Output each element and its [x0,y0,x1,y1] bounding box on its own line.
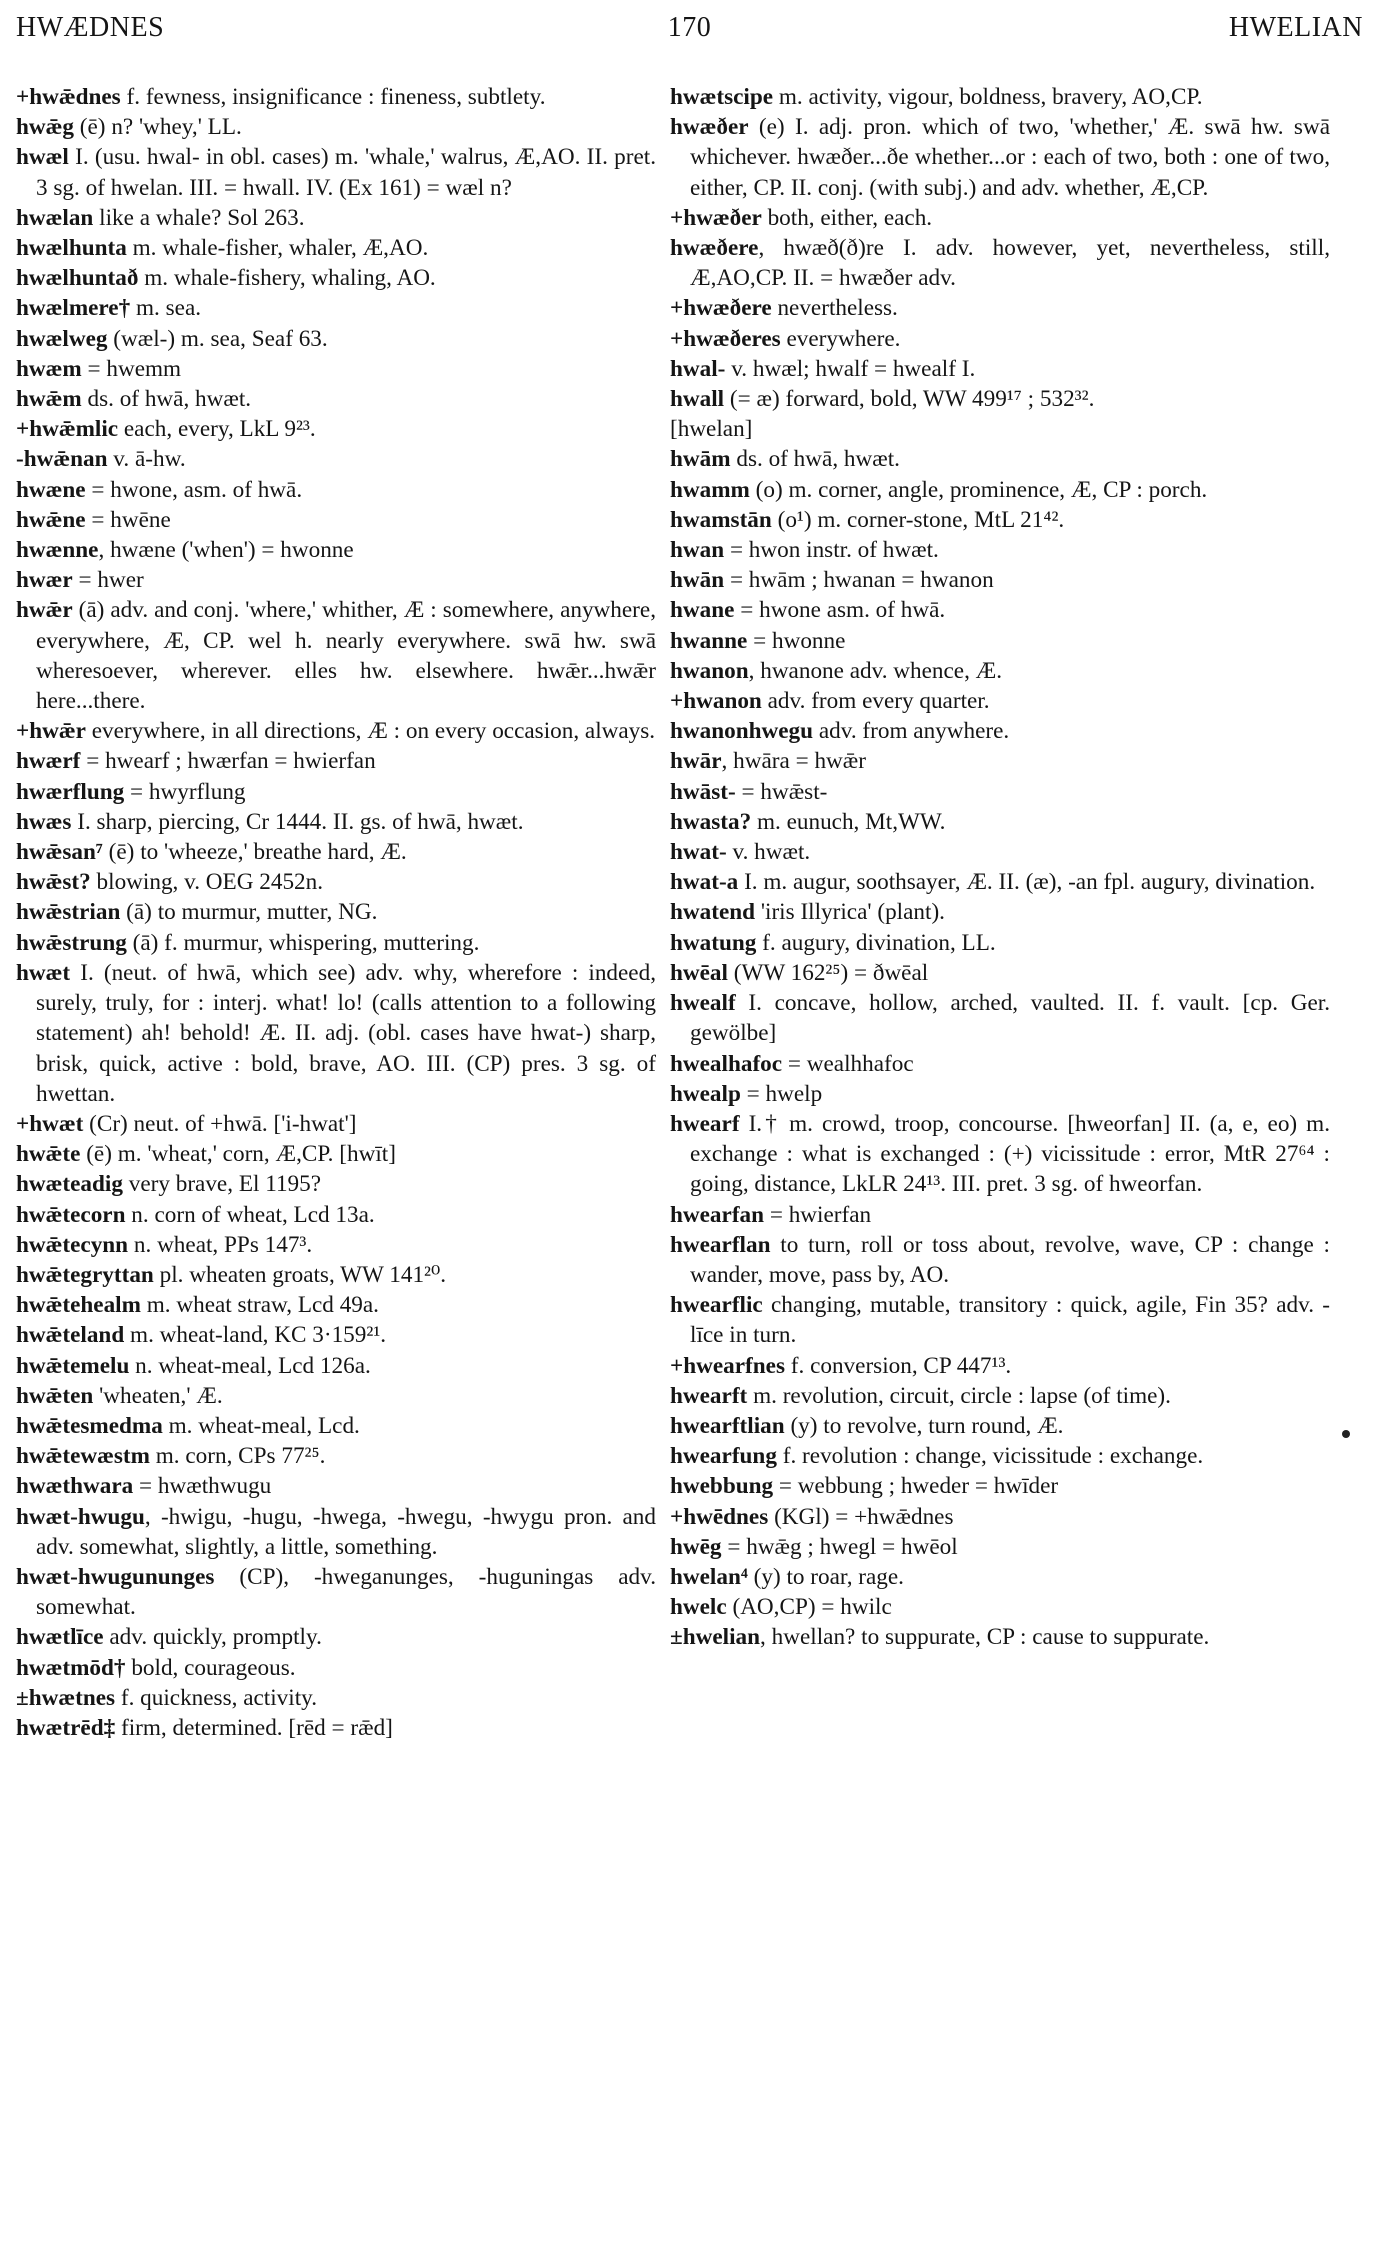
dictionary-entry [16,354,656,384]
headword: +hwæt [16,1110,84,1137]
dictionary-entry [16,444,656,474]
headword: hwāst- [670,778,736,805]
definition: m. whale-fisher, whaler, Æ,AO. [126,235,429,262]
dictionary-entry [670,1622,1330,1652]
dictionary-entry [670,988,1330,1048]
headword: hwæne [16,476,86,503]
headword: hwǣtecorn [16,1201,126,1228]
dictionary-entry [16,414,656,444]
headword: +hwēdnes [670,1503,769,1530]
left-column [16,82,656,1743]
headword: hwæthwara [16,1473,134,1500]
headword: +hwǣr [16,718,86,745]
page-number: 170 [667,12,712,43]
headword: hwælmere† [16,295,131,322]
dictionary-entry [16,505,656,535]
dictionary-entry [16,263,656,293]
definition: adv. from every quarter. [761,688,990,715]
definition: everywhere, in all directions, Æ : on every occasion, always. [85,718,656,745]
definition: , hwæne ('when') = hwonne [98,537,354,564]
dictionary-entry [670,1351,1330,1381]
headword: hwearfung [670,1443,777,1470]
dictionary-entry [16,1441,656,1471]
dictionary-entry [16,233,656,263]
definition: (o) m. corner, angle, prominence, Æ, CP : porch. [749,476,1208,503]
dictionary-entry [16,1471,656,1501]
headword: +hwæðere [670,295,772,322]
headword: hwasta? [670,808,752,835]
headword: hwǣm [16,386,82,413]
dictionary-entry [16,1109,656,1139]
definition: m. sea. [130,295,202,322]
definition: = webbung ; hweder = hwīder [773,1473,1059,1500]
definition: I. (neut. of hwā, which see) adv. why, wherefore : indeed, surely, truly, for : interj. what! lo! (calls attention to a following statement) ah! behold! Æ. II. adj. (obl. cases have hwat-) sharp, brisk, quick, active : bold, brave, AO. III. (CP) pres. 3 sg. of hwettan. [36,959,656,1107]
definition: firm, determined. [rēd = rǣd] [115,1714,393,1741]
headword: hwæteadig [16,1171,123,1198]
definition: n. corn of wheat, Lcd 13a. [125,1201,375,1228]
dictionary-entry [670,595,1330,625]
definition: m. corn, CPs 77²⁵. [149,1443,326,1470]
headword: hwǣne [16,506,86,533]
dictionary-entry [16,1139,656,1169]
definition: (o¹) m. corner-stone, MtL 21⁴². [771,506,1065,533]
dictionary-entry [670,716,1330,746]
dictionary-entry [16,867,656,897]
definition: (ā) to murmur, mutter, NG. [120,899,378,926]
definition: = hwemm [81,355,182,382]
definition: = hwēne [85,506,171,533]
definition: (wæl-) m. sea, Seaf 63. [107,325,328,352]
dictionary-entry [670,746,1330,776]
definition: (y) to roar, rage. [747,1563,904,1590]
definition: like a whale? Sol 263. [93,204,305,231]
dictionary-entry [670,837,1330,867]
headword: hwearf [670,1110,740,1137]
headword: hwǣtewæstm [16,1443,150,1470]
dictionary-entry [16,1381,656,1411]
definition: (AO,CP) = hwilc [726,1594,892,1621]
headword: +hwearfnes [670,1352,785,1379]
headword: hwan [670,537,725,564]
headword: hwælan [16,204,94,231]
definition: changing, mutable, transitory : quick, agile, Fin 35? adv. -līce in turn. [690,1292,1330,1349]
headword: hwæt-hwugu [16,1503,145,1530]
dictionary-entry [16,565,656,595]
dictionary-entry [670,82,1330,112]
definition: f. revolution : change, vicissitude : exchange. [776,1443,1204,1470]
definition: (ē) m. 'wheat,' corn, Æ,CP. [hwīt] [80,1141,396,1168]
headword: hwār [670,748,722,775]
dictionary-entry [670,505,1330,535]
definition: m. whale-fishery, whaling, AO. [138,265,436,292]
definition: bold, courageous. [125,1654,296,1681]
definition: v. hwæl; hwalf = hwealf I. [725,355,976,382]
running-head-right: HWELIAN [1228,12,1363,43]
headword: hwæs [16,808,72,835]
dictionary-entry [670,867,1330,897]
headword: hwǣte [16,1141,81,1168]
headword: ±hwætnes [16,1684,116,1711]
definition: each, every, LkL 9²³. [118,416,316,443]
definition: n. wheat, PPs 147³. [128,1231,313,1258]
dictionary-entry [16,716,656,746]
dictionary-entry [16,324,656,354]
headword: hwætlīce [16,1624,104,1651]
dictionary-entry [16,475,656,505]
definition: v. hwæt. [726,839,811,866]
dictionary-entry [670,384,1330,414]
dictionary-entry [16,1562,656,1622]
definition: = hwon instr. of hwæt. [724,537,939,564]
definition: 'wheaten,' Æ. [93,1382,223,1409]
headword: hwæt [16,959,71,986]
dictionary-entry [16,293,656,323]
definition: (ē) to 'wheeze,' breathe hard, Æ. [102,839,407,866]
definition: = hwām ; hwanan = hwanon [724,567,994,594]
headword: hwǣg [16,114,74,141]
definition: v. ā-hw. [107,446,186,473]
definition: = hwæthwugu [133,1473,272,1500]
dictionary-entry [16,897,656,927]
definition: (CP), -hweganunges, -huguningas adv. somewhat. [36,1563,656,1621]
headword: hwān [670,567,725,594]
definition: (ā) adv. and conj. 'where,' whither, Æ : somewhere, anywhere, everywhere, Æ, CP. wel h. nearly everywhere. swā hw. swā wheresoever, wherever. elles hw. elsewhere. hwǣr...hwǣr here...there. [36,597,656,715]
dictionary-entry [16,1351,656,1381]
dictionary-entry [670,1109,1330,1200]
definition: = hwone asm. of hwā. [734,597,946,624]
dictionary-entry [16,1411,656,1441]
headword: hwǣteland [16,1322,125,1349]
definition: [hwelan] [670,416,753,443]
dictionary-entry [670,1200,1330,1230]
definition: = hwyrflung [124,778,246,805]
definition: ds. of hwā, hwæt. [81,386,252,413]
headword: +hwǣmlic [16,416,119,443]
headword: hwearfan [670,1201,765,1228]
dictionary-entry [16,535,656,565]
definition: very brave, El 1195? [122,1171,322,1198]
running-head-left: HWÆDNES [16,12,165,43]
dictionary-entry [670,1592,1330,1622]
headword: hwelan⁴ [670,1563,748,1590]
definition: ds. of hwā, hwæt. [730,446,900,473]
definition: = hwǣst- [735,778,828,805]
dictionary-entry [670,807,1330,837]
dictionary-entry [16,1683,656,1713]
ink-dot [1342,1430,1350,1438]
headword: hwanonhwegu [670,718,814,745]
definition: , hwellan? to suppurate, CP : cause to suppurate. [760,1624,1210,1651]
headword: hwatung [670,929,757,956]
headword: hwǣstrung [16,929,127,956]
headword: hwealf [670,990,736,1017]
definition: , hwanone adv. whence, Æ. [748,657,1003,684]
headword: hwelc [670,1594,727,1621]
definition: to turn, roll or toss about, revolve, wave, CP : change : wander, move, pass by, AO. [690,1231,1330,1288]
dictionary-entry [670,1502,1330,1532]
headword: hwēg [670,1533,722,1560]
headword: hwǣtesmedma [16,1412,163,1439]
page-header [16,12,1363,52]
headword: hwearft [670,1382,748,1409]
headword: hwearflic [670,1292,763,1319]
dictionary-entry [670,324,1330,354]
definition: f. augury, divination, LL. [756,929,996,956]
headword: hwær [16,567,73,594]
dictionary-entry [16,807,656,837]
definition: f. fewness, insignificance : fineness, subtlety. [120,84,546,110]
dictionary-entry [670,565,1330,595]
right-column [670,82,1330,1653]
headword: hwærflung [16,778,125,805]
definition: , hwāra = hwǣr [721,748,866,775]
definition: m. wheat-meal, Lcd. [162,1412,360,1439]
headword: hwealp [670,1080,741,1107]
headword: hwealhafoc [670,1050,783,1077]
definition: , hwæð(ð)re I. adv. however, yet, nevertheless, still, Æ,AO,CP. II. = hwæðer adv. [690,235,1330,292]
dictionary-entry [16,142,656,202]
definition: = hwonne [747,627,846,654]
definition: adv. quickly, promptly. [103,1624,322,1651]
headword: hwǣtegryttan [16,1261,154,1288]
definition: I. sharp, piercing, Cr 1444. II. gs. of hwā, hwæt. [71,808,524,835]
headword: +hwæðeres [670,325,781,352]
headword: +hwǣdnes [16,84,121,110]
dictionary-entry [16,1230,656,1260]
definition: = hwer [72,567,144,594]
headword: hwætmōd† [16,1654,126,1681]
definition: m. revolution, circuit, circle : lapse (of time). [747,1382,1171,1409]
dictionary-entry [670,1049,1330,1079]
headword: hwǣr [16,597,73,624]
definition: = hwelp [740,1080,823,1107]
headword: hwærf [16,748,81,775]
dictionary-entry [670,233,1330,293]
dictionary-entry [670,414,1330,444]
dictionary-entry [16,595,656,716]
headword: hwǣten [16,1382,94,1409]
definition: I. m. augur, soothsayer, Æ. II. (æ), -an fpl. augury, divination. [738,869,1316,896]
dictionary-entry [16,837,656,867]
headword: hwætrēd‡ [16,1714,116,1741]
definition: blowing, v. OEG 2452n. [90,869,324,896]
headword: hwām [670,446,731,473]
dictionary-entry [16,1653,656,1683]
dictionary-entry [670,777,1330,807]
dictionary-entry [16,112,656,142]
definition: = hwearf ; hwærfan = hwierfan [80,748,376,775]
definition: (y) to revolve, turn round, Æ. [784,1412,1064,1439]
dictionary-entry [16,384,656,414]
dictionary-entry [670,1471,1330,1501]
headword: hwæl [16,144,69,171]
definition: I. concave, hollow, arched, vaulted. II. f. vault. [cp. Ger. gewölbe] [690,990,1330,1047]
headword: hwamm [670,476,750,503]
headword: hwænne [16,537,99,564]
headword: ±hwelian [670,1624,761,1651]
dictionary-entry [670,1381,1330,1411]
headword: hwatend [670,899,756,926]
dictionary-entry [670,112,1330,203]
headword: hwæðere [670,235,759,262]
definition: f. quickness, activity. [115,1684,318,1711]
dictionary-entry [670,354,1330,384]
dictionary-entry [670,686,1330,716]
headword: hwæt-hwugununges [16,1563,215,1590]
headword: hwælhuntað [16,265,139,292]
definition: = hwone, asm. of hwā. [85,476,303,503]
definition: I. (usu. hwal- in obl. cases) m. 'whale,' walrus, Æ,AO. II. pret. 3 sg. of hwelan. III. = hwall. IV. (Ex 161) = wæl n? [36,144,656,201]
dictionary-entry [670,958,1330,988]
dictionary-entry [670,1441,1330,1471]
dictionary-entry [670,293,1330,323]
definition: = hwǣg ; hwegl = hwēol [721,1533,958,1560]
headword: hwat-a [670,869,739,896]
definition: nevertheless. [771,295,898,322]
definition: (e) I. adj. pron. which of two, 'whether,' Æ. swā hw. swā whichever. hwæðer...ðe whether...or : each of two, both : one of two, either, CP. II. conj. (with subj.) and adv. whether, Æ,CP. [690,114,1330,201]
dictionary-entry [16,1502,656,1562]
definition: (KGl) = +hwǣdnes [768,1503,954,1530]
dictionary-entry [670,928,1330,958]
dictionary-entry [670,1532,1330,1562]
dictionary-entry [16,1169,656,1199]
headword: hwætscipe [670,84,774,110]
dictionary-entry [670,897,1330,927]
headword: +hwanon [670,688,762,715]
dictionary-entry [670,203,1330,233]
definition: m. wheat-land, KC 3·159²¹. [124,1322,387,1349]
headword: hwælweg [16,325,108,352]
dictionary-entry [670,1230,1330,1290]
headword: hwanon [670,657,749,684]
definition: m. wheat straw, Lcd 49a. [140,1292,379,1319]
dictionary-entry [16,1260,656,1290]
dictionary-entry [670,1079,1330,1109]
headword: hwǣsan⁷ [16,839,103,866]
dictionary-entry [16,1320,656,1350]
headword: hwæm [16,355,82,382]
definition: m. activity, vigour, boldness, bravery, AO,CP. [773,84,1203,110]
headword: hwǣtehealm [16,1292,141,1319]
dictionary-entry [16,746,656,776]
dictionary-entry [16,1200,656,1230]
headword: hwælhunta [16,235,127,262]
definition: n. wheat-meal, Lcd 126a. [129,1352,371,1379]
dictionary-entry [670,1562,1330,1592]
dictionary-entry [16,958,656,1109]
definition: 'iris Illyrica' (plant). [755,899,945,926]
headword: hwēal [670,959,728,986]
headword: hwǣst? [16,869,91,896]
headword: hwæðer [670,114,749,141]
headword: hwamstān [670,506,772,533]
dictionary-entry [670,475,1330,505]
definition: pl. wheaten groats, WW 141²⁰. [153,1261,447,1288]
dictionary-entry [16,1290,656,1320]
dictionary-entry [670,1290,1330,1350]
dictionary-entry [16,1713,656,1743]
definition: = wealhhafoc [782,1050,914,1077]
dictionary-entry [16,82,656,112]
dictionary-entry [16,777,656,807]
dictionary-entry [670,656,1330,686]
definition: (ā) f. murmur, whispering, muttering. [126,929,480,956]
definition: m. eunuch, Mt,WW. [751,808,946,835]
dictionary-entry [16,1622,656,1652]
headword: hwearftlian [670,1412,785,1439]
headword: hwall [670,386,725,413]
definition: f. conversion, CP 447¹³. [784,1352,1012,1379]
definition: both, either, each. [761,204,933,231]
definition: adv. from anywhere. [813,718,1010,745]
dictionary-entry [670,1411,1330,1441]
definition: everywhere. [780,325,901,352]
headword: hwǣstrian [16,899,121,926]
definition: , -hwigu, -hugu, -hwega, -hwegu, -hwygu pron. and adv. somewhat, slightly, a little, something. [36,1503,656,1560]
definition: (Cr) neut. of +hwā. ['i-hwat'] [83,1110,357,1137]
dictionary-entry [16,928,656,958]
headword: hwal- [670,355,726,382]
dictionary-entry [670,444,1330,474]
headword: hwǣtecynn [16,1231,129,1258]
headword: +hwæðer [670,204,762,231]
headword: hwebbung [670,1473,774,1500]
headword: hwane [670,597,735,624]
definition: I.† m. crowd, troop, concourse. [hweorfan] II. (a, e, eo) m. exchange : what is exchanged : (+) vicissitude : error, MtR 27⁶⁴ : going, distance, LkLR 24¹³. III. pret. 3 sg. of hweorfan. [690,1110,1330,1198]
headword: hwǣtemelu [16,1352,130,1379]
headword: hwat- [670,839,727,866]
definition: = hwierfan [764,1201,872,1228]
definition: (= æ) forward, bold, WW 499¹⁷ ; 532³². [724,386,1095,413]
definition: (ē) n? 'whey,' LL. [73,114,242,141]
definition: (WW 162²⁵) = ðwēal [727,959,929,986]
dictionary-entry [670,626,1330,656]
dictionary-entry [16,203,656,233]
headword: hwanne [670,627,748,654]
headword: hwearflan [670,1231,771,1258]
dictionary-entry [670,535,1330,565]
headword: -hwǣnan [16,446,108,473]
